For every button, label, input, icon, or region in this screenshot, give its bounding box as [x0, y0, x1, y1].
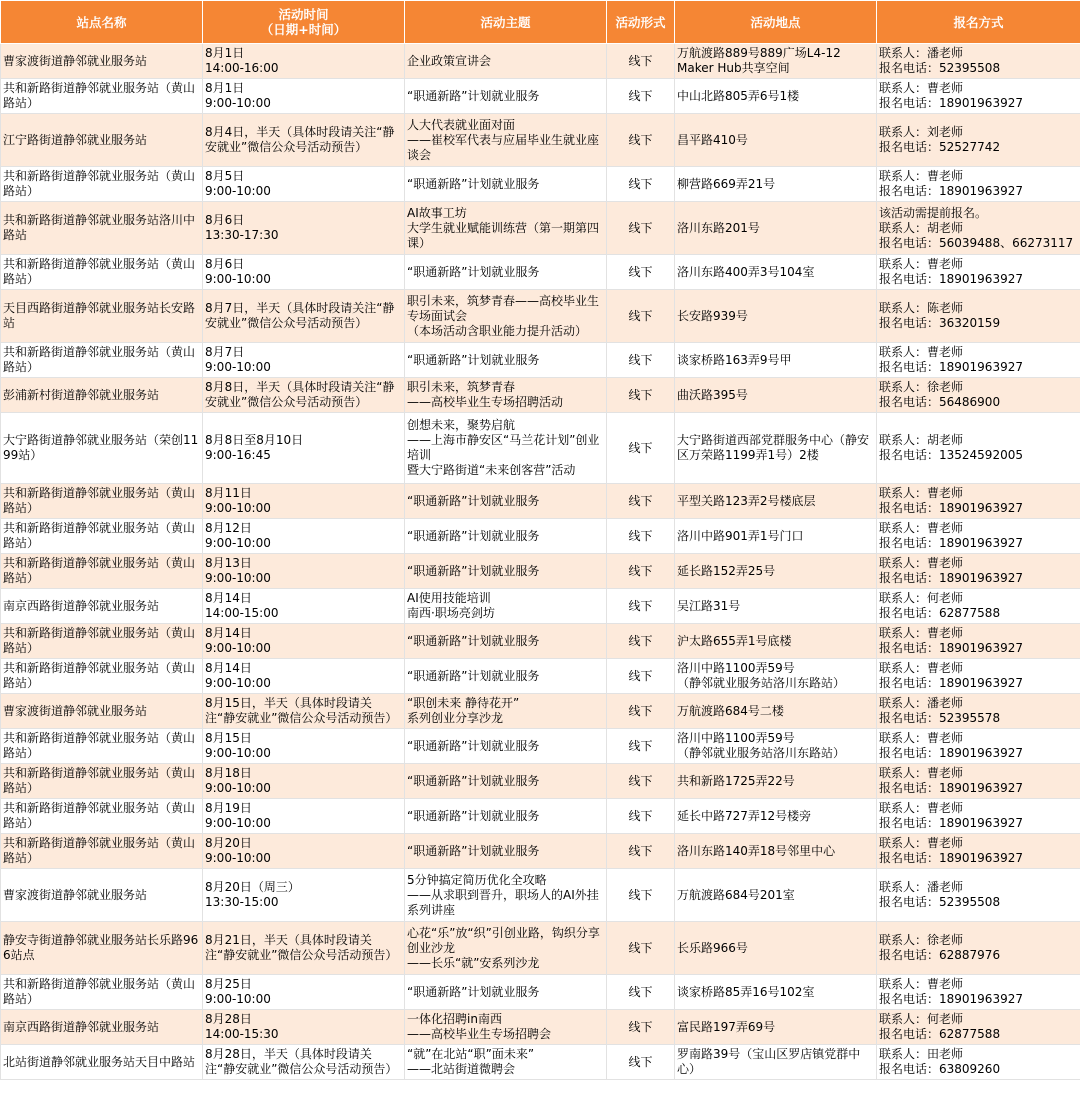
cell-time: 8月13日 9:00-10:00	[203, 554, 405, 589]
cell-signup: 联系人：潘老师 报名电话：52395578	[877, 694, 1080, 729]
header-signup: 报名方式	[877, 1, 1080, 44]
cell-form: 线下	[607, 44, 675, 79]
cell-theme: “职通新路”计划就业服务	[405, 624, 607, 659]
table-row	[1, 729, 1080, 764]
cell-place: 万航渡路684号二楼	[675, 694, 877, 729]
cell-place: 洛川东路140弄18号邻里中心	[675, 834, 877, 869]
cell-theme: “职创未来 静待花开” 系列创业分享沙龙	[405, 694, 607, 729]
header-row	[1, 1, 1080, 44]
cell-time: 8月15日，半天（具体时段请关注“静安就业”微信公众号活动预告）	[203, 694, 405, 729]
cell-form: 线下	[607, 484, 675, 519]
cell-time: 8月14日 9:00-10:00	[203, 659, 405, 694]
cell-theme: 一体化招聘in南西 ——高校毕业生专场招聘会	[405, 1010, 607, 1045]
cell-signup: 联系人：曹老师 报名电话：18901963927	[877, 554, 1080, 589]
cell-signup: 联系人：徐老师 报名电话：62887976	[877, 922, 1080, 975]
cell-station: 共和新路街道静邻就业服务站（黄山路站）	[1, 484, 203, 519]
header-form: 活动形式	[607, 1, 675, 44]
cell-theme: 企业政策宣讲会	[405, 44, 607, 79]
cell-station: 南京西路街道静邻就业服务站	[1, 589, 203, 624]
cell-signup: 联系人：潘老师 报名电话：52395508	[877, 44, 1080, 79]
cell-place: 大宁路街道西部党群服务中心（静安区万荣路1199弄1号）2楼	[675, 413, 877, 484]
cell-place: 平型关路123弄2号楼底层	[675, 484, 877, 519]
cell-signup: 联系人：曹老师 报名电话：18901963927	[877, 729, 1080, 764]
cell-station: 共和新路街道静邻就业服务站（黄山路站）	[1, 729, 203, 764]
cell-theme: “职通新路”计划就业服务	[405, 799, 607, 834]
cell-form: 线下	[607, 834, 675, 869]
table-row	[1, 290, 1080, 343]
cell-time: 8月28日，半天（具体时段请关注“静安就业”微信公众号活动预告）	[203, 1045, 405, 1080]
cell-form: 线下	[607, 764, 675, 799]
cell-signup: 联系人：曹老师 报名电话：18901963927	[877, 519, 1080, 554]
cell-station: 天目西路街道静邻就业服务站长安路站	[1, 290, 203, 343]
cell-theme: “就”在北站“职”面未来” ——北站街道微聘会	[405, 1045, 607, 1080]
cell-signup: 联系人：曹老师 报名电话：18901963927	[877, 975, 1080, 1010]
cell-theme: AI使用技能培训 南西·职场亮剑坊	[405, 589, 607, 624]
cell-signup: 联系人：田老师 报名电话：63809260	[877, 1045, 1080, 1080]
cell-signup: 联系人：曹老师 报名电话：18901963927	[877, 834, 1080, 869]
cell-place: 延长中路727弄12号楼旁	[675, 799, 877, 834]
cell-place: 谈家桥路85弄16号102室	[675, 975, 877, 1010]
cell-theme: 心花“乐”放“织”引创业路，钩织分享创业沙龙 ——长乐“就”安系列沙龙	[405, 922, 607, 975]
cell-station: 共和新路街道静邻就业服务站（黄山路站）	[1, 834, 203, 869]
cell-place: 吴江路31号	[675, 589, 877, 624]
cell-signup: 联系人：曹老师 报名电话：18901963927	[877, 167, 1080, 202]
cell-theme: AI故事工坊 大学生就业赋能训练营（第一期第四课）	[405, 202, 607, 255]
cell-station: 曹家渡街道静邻就业服务站	[1, 694, 203, 729]
cell-theme: “职通新路”计划就业服务	[405, 255, 607, 290]
cell-form: 线下	[607, 589, 675, 624]
cell-signup: 联系人：曹老师 报名电话：18901963927	[877, 799, 1080, 834]
table-row	[1, 378, 1080, 413]
cell-station: 曹家渡街道静邻就业服务站	[1, 44, 203, 79]
cell-signup: 联系人：曹老师 报名电话：18901963927	[877, 343, 1080, 378]
cell-form: 线下	[607, 413, 675, 484]
cell-station: 共和新路街道静邻就业服务站（黄山路站）	[1, 764, 203, 799]
cell-station: 江宁路街道静邻就业服务站	[1, 114, 203, 167]
table-row	[1, 255, 1080, 290]
cell-form: 线下	[607, 729, 675, 764]
table-row	[1, 44, 1080, 79]
cell-theme: “职通新路”计划就业服务	[405, 519, 607, 554]
cell-form: 线下	[607, 519, 675, 554]
cell-theme: 5分钟搞定简历优化全攻略 ——从求职到晋升，职场人的AI外挂系列讲座	[405, 869, 607, 922]
cell-form: 线下	[607, 202, 675, 255]
cell-station: 共和新路街道静邻就业服务站（黄山路站）	[1, 975, 203, 1010]
table-row	[1, 79, 1080, 114]
cell-place: 谈家桥路163弄9号甲	[675, 343, 877, 378]
cell-place: 富民路197弄69号	[675, 1010, 877, 1045]
table-row	[1, 869, 1080, 922]
cell-form: 线下	[607, 378, 675, 413]
cell-station: 共和新路街道静邻就业服务站洛川中路站	[1, 202, 203, 255]
cell-theme: 创想未来，聚势启航 ——上海市静安区“马兰花计划”创业培训 暨大宁路街道“未来创客营”活动	[405, 413, 607, 484]
cell-station: 共和新路街道静邻就业服务站（黄山路站）	[1, 554, 203, 589]
cell-form: 线下	[607, 343, 675, 378]
cell-time: 8月1日 14:00-16:00	[203, 44, 405, 79]
cell-theme: “职通新路”计划就业服务	[405, 484, 607, 519]
header-station: 站点名称	[1, 1, 203, 44]
cell-station: 静安寺街道静邻就业服务站长乐路966站点	[1, 922, 203, 975]
cell-signup: 联系人：陈老师 报名电话：36320159	[877, 290, 1080, 343]
cell-time: 8月7日，半天（具体时段请关注“静安就业”微信公众号活动预告）	[203, 290, 405, 343]
cell-station: 共和新路街道静邻就业服务站（黄山路站）	[1, 519, 203, 554]
table-row	[1, 1045, 1080, 1080]
cell-signup: 联系人：曹老师 报名电话：18901963927	[877, 659, 1080, 694]
table-row	[1, 589, 1080, 624]
table-row	[1, 834, 1080, 869]
cell-signup: 联系人：潘老师 报名电话：52395508	[877, 869, 1080, 922]
cell-form: 线下	[607, 869, 675, 922]
cell-place: 长乐路966号	[675, 922, 877, 975]
cell-time: 8月8日至8月10日 9:00-16:45	[203, 413, 405, 484]
cell-place: 洛川东路201号	[675, 202, 877, 255]
cell-station: 彭浦新村街道静邻就业服务站	[1, 378, 203, 413]
table-row	[1, 554, 1080, 589]
cell-form: 线下	[607, 79, 675, 114]
cell-station: 南京西路街道静邻就业服务站	[1, 1010, 203, 1045]
cell-place: 柳营路669弄21号	[675, 167, 877, 202]
cell-signup: 联系人：胡老师 报名电话：13524592005	[877, 413, 1080, 484]
table-row	[1, 975, 1080, 1010]
cell-place: 沪太路655弄1号底楼	[675, 624, 877, 659]
cell-place: 万航渡路684号201室	[675, 869, 877, 922]
cell-place: 洛川中路901弄1号门口	[675, 519, 877, 554]
cell-place: 共和新路1725弄22号	[675, 764, 877, 799]
cell-time: 8月28日 14:00-15:30	[203, 1010, 405, 1045]
cell-place: 洛川中路1100弄59号 （静邻就业服务站洛川东路站）	[675, 729, 877, 764]
cell-place: 长安路939号	[675, 290, 877, 343]
cell-time: 8月7日 9:00-10:00	[203, 343, 405, 378]
cell-time: 8月4日，半天（具体时段请关注“静安就业”微信公众号活动预告）	[203, 114, 405, 167]
cell-form: 线下	[607, 114, 675, 167]
cell-place: 昌平路410号	[675, 114, 877, 167]
cell-time: 8月20日 9:00-10:00	[203, 834, 405, 869]
table-row	[1, 624, 1080, 659]
cell-theme: “职通新路”计划就业服务	[405, 834, 607, 869]
cell-form: 线下	[607, 694, 675, 729]
cell-place: 洛川中路1100弄59号 （静邻就业服务站洛川东路站）	[675, 659, 877, 694]
cell-theme: “职通新路”计划就业服务	[405, 79, 607, 114]
cell-theme: “职通新路”计划就业服务	[405, 764, 607, 799]
cell-place: 万航渡路889号889广场L4-12 Maker Hub共享空间	[675, 44, 877, 79]
table-row	[1, 922, 1080, 975]
cell-form: 线下	[607, 290, 675, 343]
cell-theme: “职通新路”计划就业服务	[405, 729, 607, 764]
cell-station: 共和新路街道静邻就业服务站（黄山路站）	[1, 343, 203, 378]
cell-time: 8月11日 9:00-10:00	[203, 484, 405, 519]
cell-time: 8月1日 9:00-10:00	[203, 79, 405, 114]
cell-time: 8月8日，半天（具体时段请关注“静安就业”微信公众号活动预告）	[203, 378, 405, 413]
cell-form: 线下	[607, 922, 675, 975]
cell-station: 大宁路街道静邻就业服务站（荣创1199站）	[1, 413, 203, 484]
cell-form: 线下	[607, 1010, 675, 1045]
cell-form: 线下	[607, 167, 675, 202]
table-row	[1, 1010, 1080, 1045]
cell-place: 延长路152弄25号	[675, 554, 877, 589]
table-row	[1, 694, 1080, 729]
cell-station: 北站街道静邻就业服务站天目中路站	[1, 1045, 203, 1080]
cell-time: 8月21日，半天（具体时段请关注“静安就业”微信公众号活动预告）	[203, 922, 405, 975]
cell-time: 8月25日 9:00-10:00	[203, 975, 405, 1010]
header-place: 活动地点	[675, 1, 877, 44]
cell-form: 线下	[607, 554, 675, 589]
table-row	[1, 484, 1080, 519]
header-time: 活动时间 （日期+时间）	[203, 1, 405, 44]
table-body	[1, 44, 1080, 1080]
cell-signup: 联系人：何老师 报名电话：62877588	[877, 589, 1080, 624]
table-row	[1, 167, 1080, 202]
cell-form: 线下	[607, 799, 675, 834]
cell-signup: 该活动需提前报名。 联系人：胡老师 报名电话：56039488、66273117	[877, 202, 1080, 255]
cell-form: 线下	[607, 975, 675, 1010]
cell-place: 曲沃路395号	[675, 378, 877, 413]
cell-form: 线下	[607, 659, 675, 694]
cell-time: 8月6日 9:00-10:00	[203, 255, 405, 290]
cell-place: 罗南路39号（宝山区罗店镇党群中心）	[675, 1045, 877, 1080]
table-row	[1, 114, 1080, 167]
cell-form: 线下	[607, 1045, 675, 1080]
cell-signup: 联系人：曹老师 报名电话：18901963927	[877, 79, 1080, 114]
cell-signup: 联系人：曹老师 报名电话：18901963927	[877, 624, 1080, 659]
cell-time: 8月15日 9:00-10:00	[203, 729, 405, 764]
table-row	[1, 343, 1080, 378]
cell-signup: 联系人：曹老师 报名电话：18901963927	[877, 764, 1080, 799]
cell-form: 线下	[607, 624, 675, 659]
cell-time: 8月14日 14:00-15:00	[203, 589, 405, 624]
table-row	[1, 413, 1080, 484]
table-row	[1, 202, 1080, 255]
cell-theme: “职通新路”计划就业服务	[405, 167, 607, 202]
cell-station: 共和新路街道静邻就业服务站（黄山路站）	[1, 659, 203, 694]
header-theme: 活动主题	[405, 1, 607, 44]
table-row	[1, 659, 1080, 694]
cell-signup: 联系人：刘老师 报名电话：52527742	[877, 114, 1080, 167]
cell-place: 洛川东路400弄3号104室	[675, 255, 877, 290]
cell-station: 共和新路街道静邻就业服务站（黄山路站）	[1, 799, 203, 834]
table-row	[1, 799, 1080, 834]
cell-time: 8月12日 9:00-10:00	[203, 519, 405, 554]
cell-station: 共和新路街道静邻就业服务站（黄山路站）	[1, 167, 203, 202]
table-row	[1, 519, 1080, 554]
cell-signup: 联系人：何老师 报名电话：62877588	[877, 1010, 1080, 1045]
cell-station: 共和新路街道静邻就业服务站（黄山路站）	[1, 79, 203, 114]
cell-theme: 人大代表就业面对面 ——崔校军代表与应届毕业生就业座谈会	[405, 114, 607, 167]
table-row	[1, 764, 1080, 799]
cell-time: 8月18日 9:00-10:00	[203, 764, 405, 799]
cell-time: 8月19日 9:00-10:00	[203, 799, 405, 834]
cell-signup: 联系人：徐老师 报名电话：56486900	[877, 378, 1080, 413]
cell-station: 共和新路街道静邻就业服务站（黄山路站）	[1, 255, 203, 290]
cell-time: 8月5日 9:00-10:00	[203, 167, 405, 202]
cell-time: 8月6日 13:30-17:30	[203, 202, 405, 255]
cell-station: 共和新路街道静邻就业服务站（黄山路站）	[1, 624, 203, 659]
cell-time: 8月14日 9:00-10:00	[203, 624, 405, 659]
cell-theme: 职引未来，筑梦青春——高校毕业生专场面试会 （本场活动含职业能力提升活动）	[405, 290, 607, 343]
cell-signup: 联系人：曹老师 报名电话：18901963927	[877, 255, 1080, 290]
cell-theme: “职通新路”计划就业服务	[405, 343, 607, 378]
cell-theme: 职引未来，筑梦青春 ——高校毕业生专场招聘活动	[405, 378, 607, 413]
cell-station: 曹家渡街道静邻就业服务站	[1, 869, 203, 922]
cell-form: 线下	[607, 255, 675, 290]
cell-theme: “职通新路”计划就业服务	[405, 554, 607, 589]
cell-signup: 联系人：曹老师 报名电话：18901963927	[877, 484, 1080, 519]
cell-place: 中山北路805弄6号1楼	[675, 79, 877, 114]
cell-theme: “职通新路”计划就业服务	[405, 659, 607, 694]
cell-time: 8月20日（周三） 13:30-15:00	[203, 869, 405, 922]
cell-theme: “职通新路”计划就业服务	[405, 975, 607, 1010]
